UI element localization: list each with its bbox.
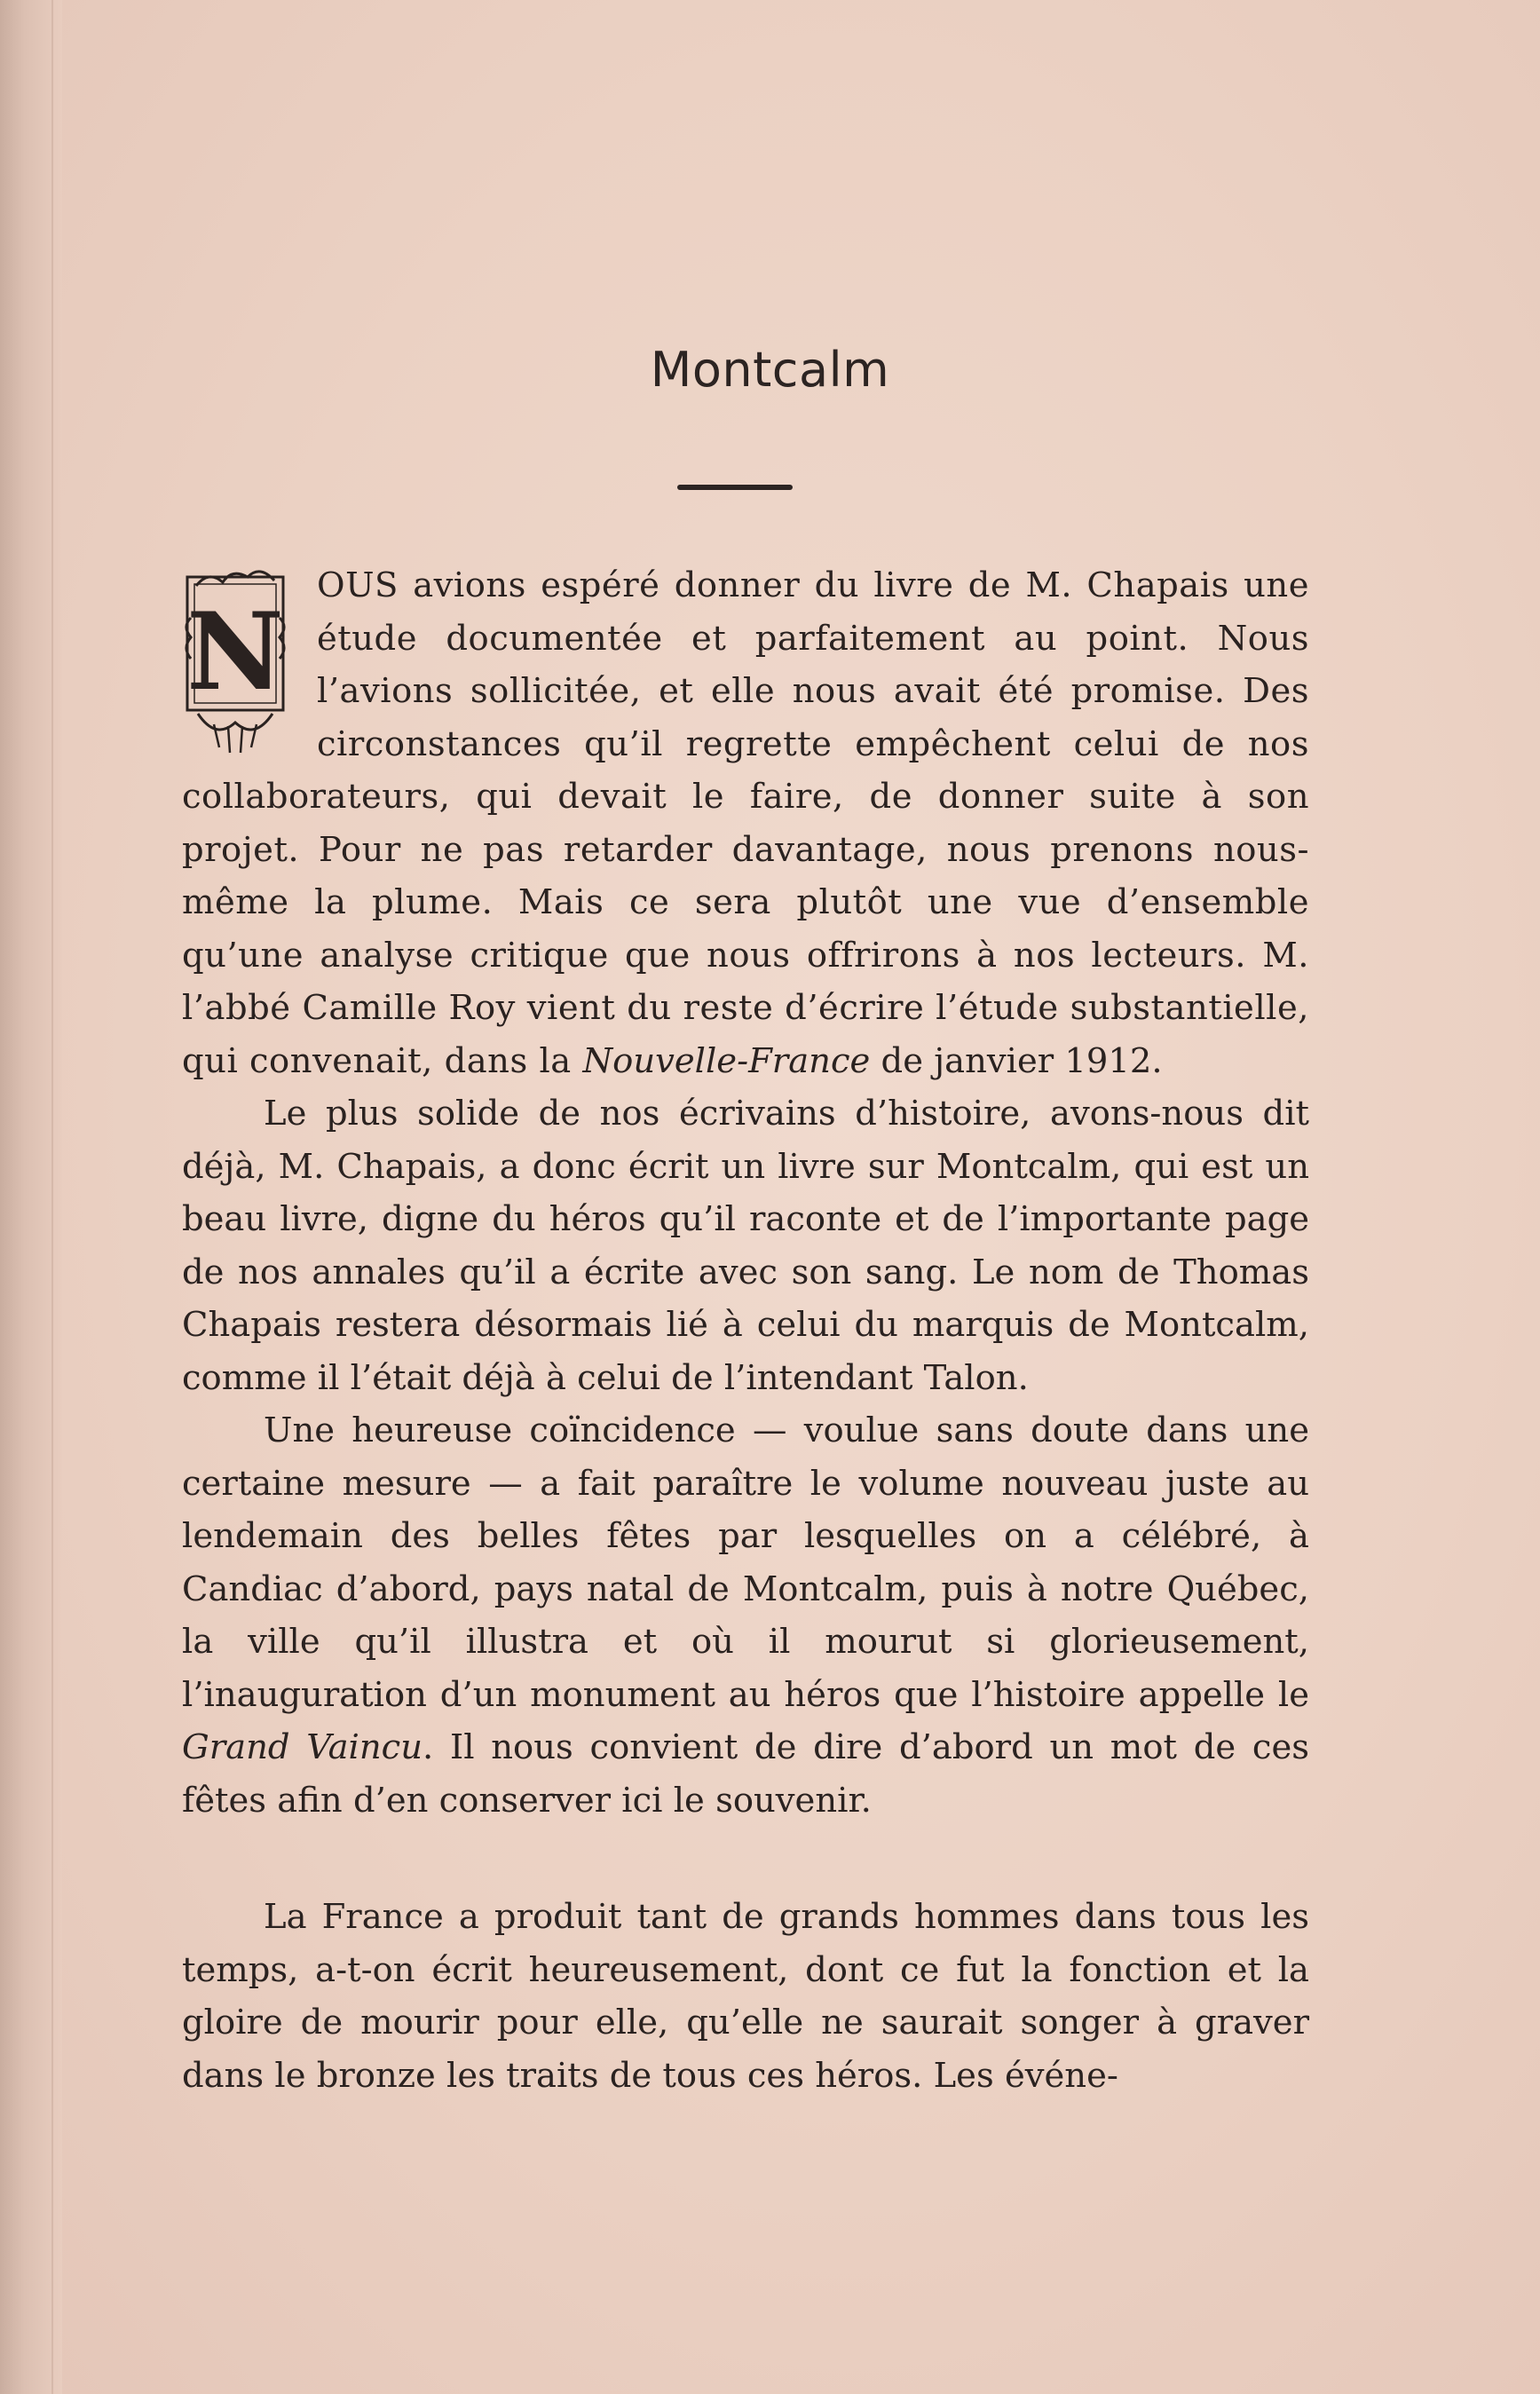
paragraph-1 xyxy=(182,559,1309,1087)
chapter-title: Montcalm xyxy=(650,342,890,398)
paragraph-1-lead: OUS avions espéré donner du livre de M. Chapais une étude documentée et parfaitement au point. Nous l’avions sollicitée, et elle nous avait été promise. Des circonstances qu’il regrette empêchent celui de nos collaborateurs, qui devait le faire, de donner suite à son projet. Pour ne pas retarder davantage, nous prenons nous-même la plume. Mais ce sera plutôt une vue d’ensemble qu’une analyse critique que nous offrirons à nos lecteurs. M. l’abbé Camille Roy vient du reste d’écrire l’étude substantielle, qui convenait, dans la xyxy=(182,565,1309,1081)
title-rule xyxy=(677,485,793,490)
dropcap-letter: N xyxy=(186,589,284,715)
paragraph-1-tail: de janvier 1912. xyxy=(870,1040,1163,1081)
paragraph-2: Le plus solide de nos écrivains d’histoire, avons-nous dit déjà, M. Chapais, a donc écrit un livre sur Montcalm, qui est un beau livre, digne du héros qu’il raconte et de l’importante page de nos annales qu’il a écrite avec son sang. Le nom de Thomas Chapais restera désormais lié à celui du marquis de Montcalm, comme il l’était déjà à celui de l’intendant Talon. xyxy=(182,1094,1309,1398)
paragraph-3 xyxy=(182,1404,1309,1827)
grand-vaincu: Grand Vaincu xyxy=(182,1727,423,1767)
ornamental-dropcap xyxy=(178,565,292,764)
paragraph-4: La France a produit tant de grands hommes dans tous les temps, a-t-on écrit heureusement, dont ce fut la fonction et la gloire de mourir pour elle, qu’elle ne saurait songer à graver dans le bronze les traits de tous ces héros. Les événe- xyxy=(182,1897,1309,2096)
journal-title: Nouvelle-France xyxy=(582,1040,871,1081)
body-text xyxy=(182,559,1309,2102)
paragraph-3-tail: . Il nous convient de dire d’abord un mot de ces fêtes afin d’en conserver ici le souvenir. xyxy=(182,1727,1310,1821)
paragraph-3-lead: Une heureuse coïncidence — voulue sans doute dans une certaine mesure — a fait paraître le volume nouveau juste au lendemain des belles fêtes par lesquelles on a célébré, à Candiac d’abord, pays natal de Montcalm, puis à notre Québec, la ville qu’il illustra et où il mourut si glorieusement, l’inauguration d’un monument au héros que l’histoire appelle le xyxy=(182,1410,1309,1715)
